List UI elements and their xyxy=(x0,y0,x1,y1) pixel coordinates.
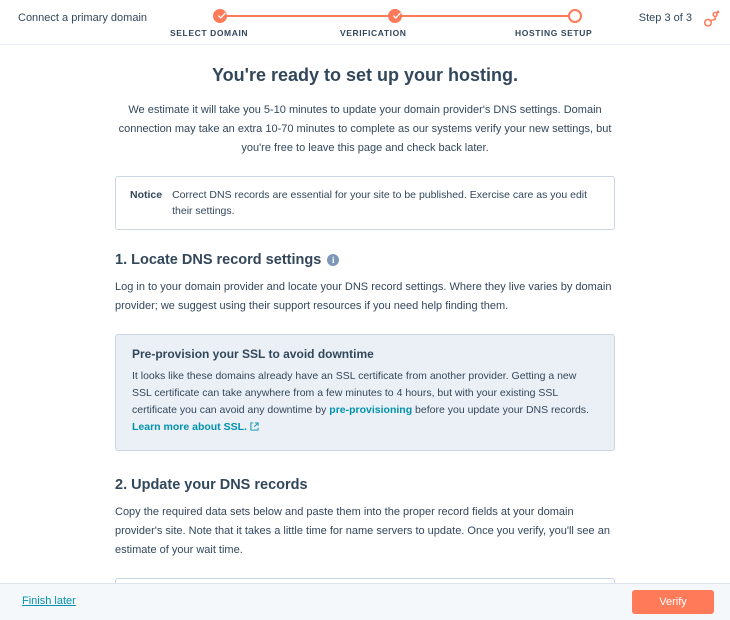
ssl-panel-text xyxy=(132,368,598,436)
verify-button[interactable]: Verify xyxy=(632,590,714,614)
external-link-icon xyxy=(250,422,259,431)
stepper-label-verification: VERIFICATION xyxy=(340,28,407,38)
progress-stepper xyxy=(160,6,593,42)
section-heading-locate-dns-label: 1. Locate DNS record settings xyxy=(115,252,322,268)
step-counter: Step 3 of 3 xyxy=(638,12,692,24)
ssl-preprovision-panel xyxy=(115,334,615,451)
top-bar xyxy=(0,0,730,45)
section-heading-update-dns-label: 2. Update your DNS records xyxy=(115,477,308,493)
section-heading-locate-dns xyxy=(115,252,615,268)
finish-later-link[interactable]: Finish later xyxy=(22,595,76,607)
section2-body: Copy the required data sets below and paste them into the proper record fields at your domain provider's site. Note that it takes a little time for name servers to update. Once you verify, you'll see an estimate of your wait time. xyxy=(115,506,610,556)
flow-title: Connect a primary domain xyxy=(18,12,148,24)
notice-banner xyxy=(115,176,615,230)
intro-paragraph: We estimate it will take you 5-10 minutes to update your domain provider's DNS settings. Domain connection may take an extra 10-70 minutes to complete as our systems verify your new settings, but you're free to leave this page and check back later. xyxy=(118,104,612,154)
stepper-connector-2 xyxy=(395,15,575,17)
section1-body: Log in to your domain provider and locate your DNS record settings. Where they live varies by domain provider; we suggest using their support resources if you need help finding them. xyxy=(115,281,612,312)
notice-label: Notice xyxy=(130,189,163,201)
notice-text: Correct DNS records are essential for your site to be published. Exercise care as you edit their settings. xyxy=(172,189,588,217)
learn-more-about-ssl-link[interactable]: Learn more about SSL. xyxy=(132,421,247,433)
ssl-text-part1: It looks like these domains already have an SSL certificate from another provider. Getting a new SSL certificate can take anywhere from a few minutes to 4 hours, but with your existing SSL certificate you can avoid any downtime by xyxy=(132,370,577,416)
stepper-label-hosting-setup: HOSTING SETUP xyxy=(515,28,593,38)
stepper-dot-verification[interactable] xyxy=(388,9,402,23)
page-title: You're ready to set up your hosting. xyxy=(212,65,518,85)
page-content xyxy=(0,45,730,584)
ssl-panel-title: Pre-provision your SSL to avoid downtime xyxy=(132,347,374,361)
hubspot-sprocket-logo xyxy=(702,10,720,28)
ssl-text-part2: before you update your DNS records. xyxy=(412,404,589,416)
stepper-connector-1 xyxy=(220,15,395,17)
stepper-dot-hosting-setup[interactable] xyxy=(568,9,582,23)
footer-bar xyxy=(0,583,730,620)
info-icon[interactable]: i xyxy=(327,254,339,266)
check-icon xyxy=(218,12,226,20)
stepper-dot-select-domain[interactable] xyxy=(213,9,227,23)
stepper-label-select-domain: SELECT DOMAIN xyxy=(170,28,249,38)
check-icon xyxy=(393,12,401,20)
section-heading-update-dns xyxy=(115,477,615,493)
pre-provisioning-link[interactable]: pre-provisioning xyxy=(329,404,413,416)
